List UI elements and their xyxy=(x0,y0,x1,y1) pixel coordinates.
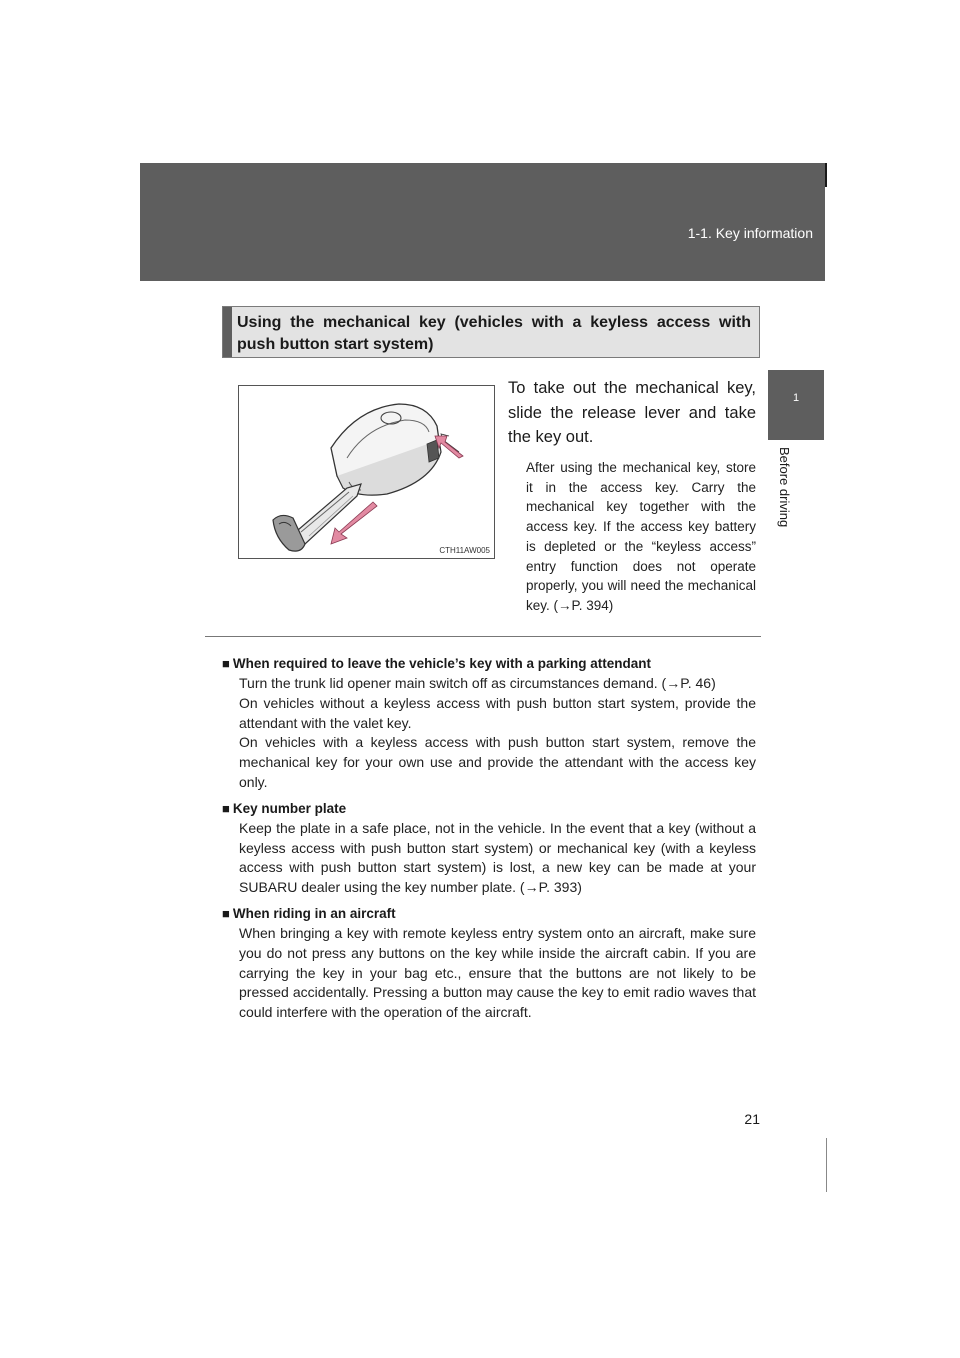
note-paragraph: When bringing a key with remote keyless entry system onto an aircraft, make sure you do not press any buttons on the key while inside the aircraft cabin. If you are carrying the key in your bag etc., ensure that the buttons are not likely to be pressed accidentally. Pressing a button may cause the key to emit radio waves that could interfere with the operation of the aircraft. xyxy=(239,924,756,1021)
running-header: 1-1. Key information xyxy=(687,225,813,241)
note-body xyxy=(222,924,756,1023)
note-heading-text: When riding in an aircraft xyxy=(232,905,396,921)
page-number: 21 xyxy=(744,1111,760,1127)
note-body xyxy=(222,674,756,793)
square-bullet-icon: ■ xyxy=(222,800,230,816)
key-drawing xyxy=(239,386,494,558)
illustration-code: CTH11AW005 xyxy=(439,546,490,555)
note-heading-text: When required to leave the vehicle’s key with a parking attendant xyxy=(232,656,651,671)
note-paragraph: On vehicles without a keyless access with push button start system, provide the attendant with the valet key. xyxy=(239,694,756,731)
section-title-box xyxy=(222,306,760,358)
note-paragraph: Turn the trunk lid opener main switch off as circumstances demand. (→P. 46) xyxy=(239,675,716,691)
note-paragraph: On vehicles with a keyless access with push button start system, remove the mechanical key for your own use and provide the attendant with the access key only. xyxy=(239,734,756,790)
note-body xyxy=(222,819,756,898)
chapter-tab xyxy=(768,370,824,440)
note-paragraph: Keep the plate in a safe place, not in the vehicle. In the event that a key (without a keyless access with push button start system) or mechanical key (with a keyless access with push button start system) is lost, a new key can be made at your SUBARU dealer using the key number plate. (→P. 393) xyxy=(239,819,756,896)
note-aircraft xyxy=(222,904,756,1023)
intro-instruction: To take out the mechanical key, slide the release lever and take the key out. xyxy=(508,379,756,446)
section-title-accent xyxy=(223,307,232,357)
key-illustration xyxy=(238,385,495,559)
square-bullet-icon: ■ xyxy=(222,905,230,921)
after-use-note: After using the mechanical key, store it in the access key. Carry the mechanical key together with the access key. If the access key battery is depleted or the “keyless access” entry function does not operate properly, you will need the mechanical key. (→P. 394) xyxy=(526,460,756,613)
note-heading xyxy=(222,799,756,819)
note-parking-attendant xyxy=(222,654,756,793)
note-heading xyxy=(222,904,756,924)
note-heading-text: Key number plate xyxy=(232,800,347,816)
section-title: Using the mechanical key (vehicles with a keyless access with push button start system) xyxy=(237,314,751,353)
corner-mark xyxy=(825,163,827,187)
notes-list xyxy=(222,654,756,1029)
square-bullet-icon: ■ xyxy=(222,656,230,671)
note-key-number-plate xyxy=(222,799,756,898)
chapter-label: Before driving xyxy=(777,447,792,528)
header-band xyxy=(140,163,825,281)
chapter-number: 1 xyxy=(792,392,800,404)
footer-rule xyxy=(826,1138,827,1192)
note-heading xyxy=(222,654,756,674)
section-divider xyxy=(205,636,761,637)
